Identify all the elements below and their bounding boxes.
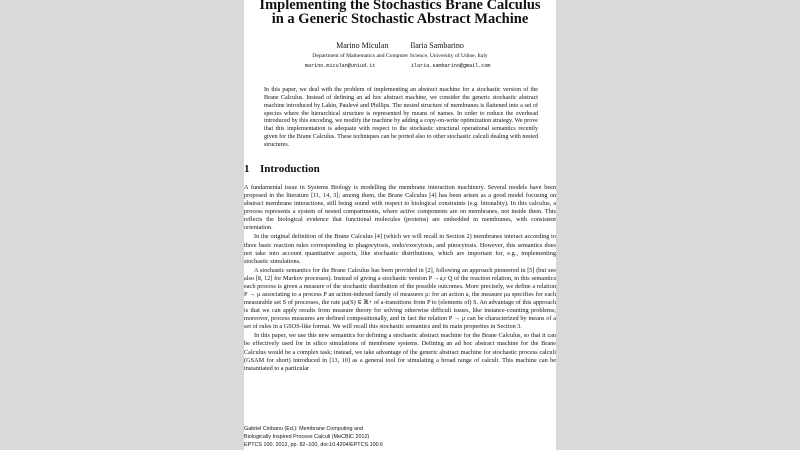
author-name: Ilaria Sambarino (410, 41, 464, 50)
section-heading (244, 163, 320, 175)
footer-line: Gabriel Ciobanu (Ed.): Membrane Computing and (244, 426, 363, 432)
author-email: ilaria.sambarino@gmail.com (411, 63, 491, 69)
paper-page (244, 0, 556, 450)
paragraph: In the original definition of the Brane Calculus [4] (which we will recall in Section 2) membranes interact according to three basic reaction rules corresponding to phagocytosis, endo/exocytosis, and pinocytosis. However, this semantics does not take into account quantitative aspects, like stochastic distributions, which are important for, e.g., implementing stochastic simulations. (244, 233, 556, 265)
affiliation: Department of Mathematics and Computer Science, University of Udine, Italy (312, 53, 488, 59)
paper-title-line-2: in a Generic Stochastic Abstract Machine (271, 11, 529, 27)
author-email: marino.miculan@uniud.it (305, 63, 376, 69)
publication-footer (244, 425, 556, 450)
section-number: 1 (244, 163, 250, 175)
body-text (244, 184, 556, 374)
paragraph: A fundamental issue in Systems Biology is modelling the membrane interaction machinery. Several models have been proposed in the literature [11, 14, 3]; among them, the Brane Calculus [4] has been arisen as a good model focusing on abstract membrane interactions, still being sound with respect to biological constraints (e.g. bitonality). In this calculus, a process represents a system of nested compartments, where active components are on membranes, not inside them. This reflects the biological evidence that functional molecules (proteins) are embedded in membranes, with consistent orientation. (244, 184, 556, 232)
footer-line: EPTCS 100, 2012, pp. 82–100, doi:10.4204/EPTCS.100.6 (244, 442, 384, 449)
abstract: In this paper, we deal with the problem of implementing an abstract machine for a stochastic version of the Brane Calculus. Instead of defining an ad hoc abstract machine, we consider the generic stochastic abstract machine introduced by Lakin, Paulevé and Phillips. The nested structure of membranes is flattened into a set of species where the hierarchical structure is represented by means of names. In order to reduce the overhead introduced by this encoding, we modify the machine by adding a copy-on-write optimization strategy. We prove that this implementation is adequate with respect to the stochastic structural operational semantics recently given for the Brane Calculus. These techniques can be ported also to other stochastic calculi dealing with nested structures. (264, 87, 538, 148)
paper-title-line-1: Implementing the Stochastics Brane Calculus (259, 0, 541, 13)
paragraph: In this paper, we use this new semantics for defining a stochastic abstract machine for the Brane Calculus, so that it can be effectively used for in silico simulations of membrane systems. Defining an ad hoc abstract machine for the Brane Calculus would be a complex task; instead, we take advantage of the generic abstract machine for stochastic process calculi (GSAM for short) introduced in [13, 10] as a general tool for simulating a broad range of calculi. This machine can be instantiated to a particular (244, 332, 556, 372)
author-list (244, 41, 556, 50)
author-name: Marino Miculan (336, 41, 389, 50)
footer-line: Biologically Inspired Process Calculi (MeCBIC 2012) (244, 434, 370, 441)
paragraph: A stochastic semantics for the Brane Calculus has been provided in [2], following an approach pioneered in [5] (but see also [8, 12] for Markov processes). Instead of giving a stochastic version P →a,r Q of the reaction relation, in this semantics each process is given a measure of the stochastic distribution of the possible outcomes. More precisely, we define a relation P → μ associating to a process P an action-indexed family of measures μ: for an action a, the measure μa specifies for each measurable set S of processes, the rate μa(S) ∈ ℝ+ of a-transitions from P to (elements of) S. An advantage of this approach is that we can apply results from measure theory for solving otherwise difficult issues, like instance-counting problems; moreover, process measures are defined compositionally, and in fact the relation P → μ can be characterized by means of a set of rules in a GSOS-like format. We will recall this stochastic semantics and its main properties in Section 3. (244, 266, 556, 331)
section-title: Introduction (260, 163, 320, 175)
